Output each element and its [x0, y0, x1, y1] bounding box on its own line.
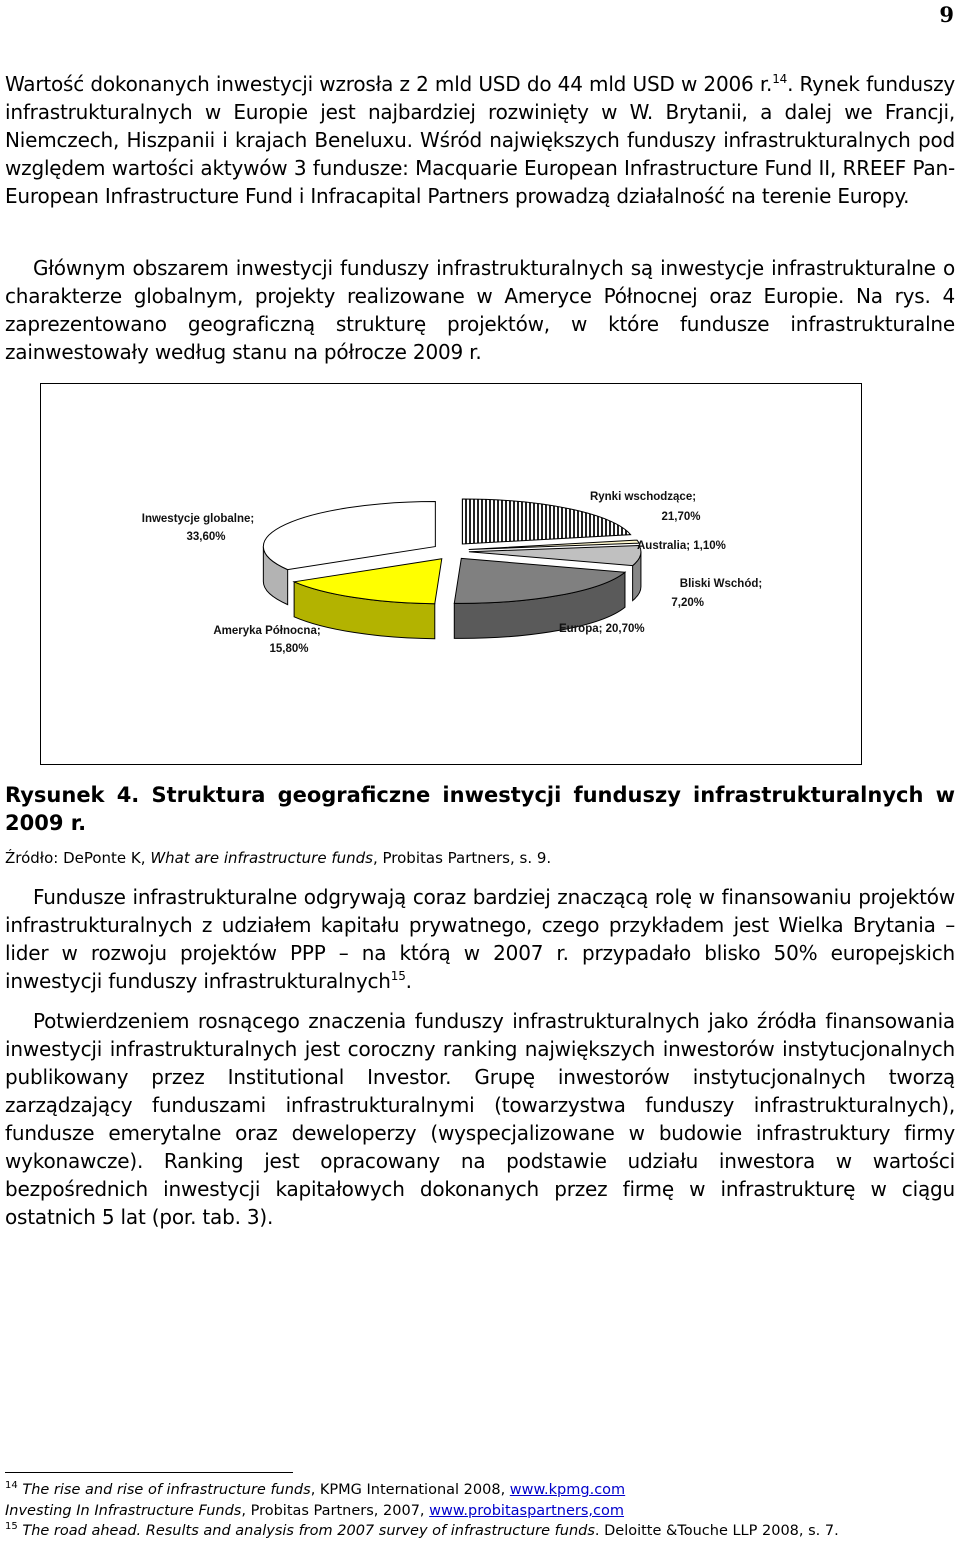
slice-label: Ameryka Północna;: [213, 625, 321, 637]
footnote-link[interactable]: www.kpmg.com: [509, 1482, 626, 1498]
source-prefix: Źródło: DePonte K,: [5, 849, 151, 867]
slice-value-label: 15,80%: [269, 643, 309, 655]
pie-chart-frame: [40, 383, 862, 765]
paragraph-text: .: [405, 969, 412, 993]
pie-chart: [41, 384, 861, 764]
footnote-15: [5, 1522, 839, 1541]
slice-label: Bliski Wschód;: [679, 578, 763, 590]
footnote-14: [5, 1481, 625, 1500]
slice-label: Rynki wschodzące;: [589, 491, 697, 503]
paragraph-investment-value: [5, 70, 955, 210]
figure-caption: Rysunek 4. Struktura geograficzne inwestycji funduszy infrastrukturalnych w 2009 r.: [5, 783, 955, 835]
paragraph-text: Potwierdzeniem rosnącego znaczenia funduszy infrastrukturalnych jako źródła finansowania inwestycji infrastrukturalnych jest coroczny ranking największych inwestorów instytucjonalnych publikowany przez Institutional Investor. Grupę inwestorów instytucjonalnych tworzą zarządzający funduszami infrastrukturalnymi (towarzystwa funduszy infrastrukturalnych), fundusze emerytalne oraz deweloperzy (wyspecjalizowane w budowie infrastruktury firmy wykonawcze). Ranking jest opracowany na podstawie udziału inwestora w wartości bezpośrednich inwestycji kapitałowych dokonanych przez firmę w infrastrukturę w ciągu ostatnich 5 lat (por. tab. 3).: [5, 1009, 955, 1229]
footnote-14-continued: [5, 1502, 624, 1521]
slice-value-label: 33,60%: [186, 531, 226, 543]
paragraph-ranking: [5, 1007, 955, 1231]
slice-label: Inwestycje globalne;: [141, 513, 255, 525]
slice-label: Europa; 20,70%: [559, 623, 645, 635]
paragraph-text: Wartość dokonanych inwestycji wzrosła z 2 mld USD do 44 mld USD w 2006 r.: [5, 72, 773, 96]
footnote-link[interactable]: www.probitaspartners,com: [429, 1503, 625, 1519]
pie-slice: [462, 499, 630, 544]
paragraph-text: Fundusze infrastrukturalne odgrywają coraz bardziej znaczącą rolę w finansowaniu projektów infrastrukturalnych z udziałem kapitału prywatnego, czego przykładem jest Wielka Brytania – lider w rozwoju projektów PPP – na którą w 2007 r. przypadało blisko 50% europejskich inwestycji funduszy infrastrukturalnych: [5, 885, 955, 993]
source-title: What are infrastructure funds: [150, 849, 373, 867]
paragraph-investment-areas: [5, 254, 955, 366]
page-number: 9: [939, 2, 954, 27]
footnote-number: 15: [5, 1521, 18, 1532]
slice-label: Australia; 1,10%: [637, 540, 726, 552]
footnote-number: 14: [5, 1480, 18, 1491]
source-suffix: , Probitas Partners, s. 9.: [372, 849, 552, 867]
footnote-separator: [5, 1472, 293, 1473]
paragraph-text: Głównym obszarem inwestycji funduszy infrastrukturalnych są inwestycje infrastrukturalne o charakterze globalnym, projekty realizowane w Ameryce Północnej oraz Europie. Na rys. 4 zaprezentowano geograficzną strukturę projektów, w które fundusze infrastrukturalne zainwestowały według stanu na półrocze 2009 r.: [5, 256, 955, 364]
figure-source: [5, 848, 551, 868]
footnote-ref[interactable]: 14: [772, 72, 788, 86]
footnote-text: , Probitas Partners, 2007,: [241, 1503, 430, 1519]
footnote-text: , KPMG International 2008,: [310, 1482, 510, 1498]
footnote-title: The rise and rise of infrastructure funds: [22, 1482, 311, 1498]
slice-value-label: 7,20%: [671, 597, 704, 609]
footnote-text: . Deloitte &Touche LLP 2008, s. 7.: [594, 1523, 839, 1539]
paragraph-uk-role: [5, 883, 955, 995]
paragraph-text: . Rynek funduszy infrastrukturalnych w Europie jest najbardziej rozwinięty w W. Brytanii, a dalej we Francji, Niemczech, Hiszpanii i krajach Beneluxu. Wśród największych funduszy infrastrukturalnych pod względem wartości aktywów 3 fundusze: Macquarie European Infrastructure Fund II, RREEF Pan-European Infrastructure Fund i Infracapital Partners prowadzą działalność na terenie Europy.: [5, 72, 955, 208]
footnote-ref[interactable]: 15: [390, 969, 406, 983]
footnote-title: Investing In Infrastructure Funds: [5, 1503, 242, 1519]
slice-value-label: 21,70%: [661, 511, 701, 523]
footnote-title: The road ahead. Results and analysis from 2007 survey of infrastructure funds: [22, 1523, 595, 1539]
pie-slice: [263, 502, 435, 570]
